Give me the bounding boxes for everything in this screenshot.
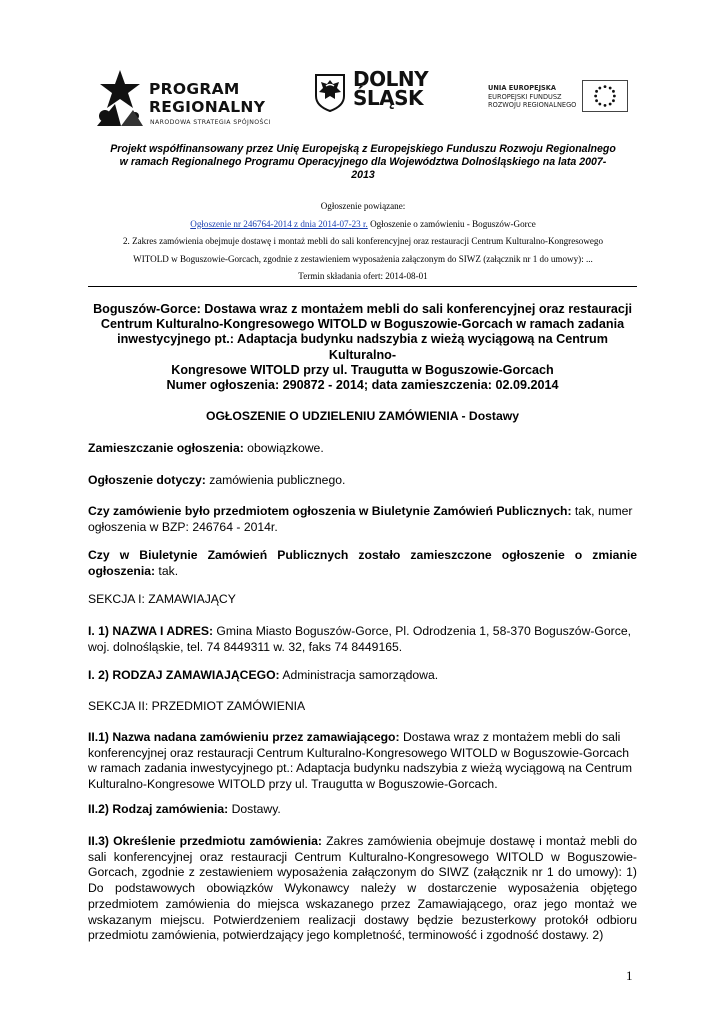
related-scope-line: 2. Zakres zamówienia obejmuje dostawę i montaż mebli do sali konferencyjnej oraz restauracji Centrum Kulturalno-Kongresowego bbox=[122, 236, 604, 246]
unia-europejska-logo bbox=[480, 72, 630, 122]
ue-line2: EUROPEJSKI FUNDUSZ bbox=[488, 92, 562, 101]
section2-nazwa bbox=[88, 730, 637, 793]
related-link-suffix: Ogłoszenie o zamówieniu - Boguszów-Gorce bbox=[367, 218, 536, 229]
section2-okreslenie bbox=[88, 834, 637, 944]
ue-line3: ROZWOJU REGIONALNEGO bbox=[488, 101, 577, 110]
zamieszczanie-value: obowiązkowe. bbox=[243, 441, 324, 455]
pr-title-line2: REGIONALNY bbox=[149, 98, 266, 116]
biuletyn-value: tak, numer ogłoszenia w BZP: 246764 - 2014r. bbox=[88, 504, 633, 534]
rodzaj-zamowienia-label: II.2) Rodzaj zamówienia: bbox=[88, 802, 229, 816]
related-announcement-link[interactable]: Ogłoszenie nr 246764-2014 z dnia 2014-07-23 r. bbox=[190, 218, 368, 229]
funding-line1: Projekt współfinansowany przez Unię Europejską z Europejskiego Funduszu Rozwoju Regionalnego bbox=[110, 143, 616, 155]
dotyczy-value: zamówienia publicznego. bbox=[205, 473, 346, 487]
ds-line2: ŚLĄSK bbox=[353, 86, 424, 110]
eagle-icon bbox=[313, 72, 347, 112]
related-deadline: Termin składania ofert: 2014-08-01 bbox=[298, 271, 428, 281]
title-line4: Kongresowe WITOLD przy ul. Traugutta w Boguszowie-Gorcach bbox=[171, 362, 554, 377]
eu-flag-icon bbox=[582, 80, 628, 112]
program-regionalny-logo bbox=[95, 62, 290, 128]
rodzaj-zamawiajacego-label: I. 2) RODZAJ ZAMAWIAJĄCEGO: bbox=[88, 668, 280, 682]
field-dotyczy bbox=[88, 473, 637, 489]
field-biuletyn bbox=[88, 504, 637, 535]
funding-note bbox=[78, 143, 648, 182]
announcement-title bbox=[84, 302, 641, 393]
title-line5: Numer ogłoszenia: 290872 - 2014; data zamieszczenia: 02.09.2014 bbox=[166, 378, 559, 393]
nazwa-zamowienia-value: Dostawa wraz z montażem mebli do sali konferencyjnej oraz restauracji Centrum Kulturalno-Kongresowego WITOLD w Boguszowie-Gorcach w ramach zadania inwestycyjnego pt.: Adaptacja budynku nadszybia z wieżą wyciągową na Centrum Kulturalno-Kongresowe WITOLD przy ul. Traugutta w Boguszowie-Gorcach. bbox=[88, 730, 632, 792]
ue-line1: UNIA EUROPEJSKA bbox=[488, 84, 557, 92]
notice-type-heading bbox=[88, 409, 637, 425]
horizontal-divider bbox=[88, 286, 637, 287]
zmiana-value: tak. bbox=[155, 563, 179, 578]
biuletyn-label: Czy zamówienie było przedmiotem ogłoszenia w Biuletynie Zamówień Publicznych: bbox=[88, 504, 572, 518]
adres-label: I. 1) NAZWA I ADRES: bbox=[88, 624, 214, 638]
related-heading: Ogłoszenie powiązane: bbox=[320, 201, 406, 211]
related-announcements bbox=[78, 198, 648, 286]
ds-line1: DOLNY bbox=[353, 67, 429, 91]
field-zmiana bbox=[88, 548, 637, 579]
section1-rodzaj bbox=[88, 668, 637, 684]
funding-line3: 2013 bbox=[351, 169, 375, 181]
okreslenie-label: II.3) Określenie przedmiotu zamówienia: bbox=[88, 834, 322, 848]
zamieszczanie-label: Zamieszczanie ogłoszenia: bbox=[88, 441, 244, 455]
star-figure-icon bbox=[95, 64, 145, 126]
section1-heading: SEKCJA I: ZAMAWIAJĄCY bbox=[88, 592, 236, 606]
pr-title-line1: PROGRAM bbox=[149, 80, 240, 98]
dolny-slask-logo bbox=[313, 67, 438, 120]
okreslenie-value: Zakres zamówienia obejmuje dostawę i montaż mebli do sali konferencyjnej oraz restauracji Centrum Kulturalno-Kongresowego WITOLD w Boguszowie-Gorcach, zgodnie z zestawieniem wyposażenia załączonym do SIWZ (załącznik nr 1 do umowy): 1) Do podstawowych obowiązków Wykonawcy należy w dostarczenie wyposażenia objętego przedmiotem zamówienia do miejsca wskazanego przez Zamawiającego, oraz jego montaż we wskazanym miejscu. Potwierdzeniem realizacji dostawy będzie bezusterkowy protokół odbioru przedmiotu zamówienia, potwierdzający jego kompletność, terminowość i zgodność dostawy. 2) bbox=[88, 834, 637, 943]
zmiana-label: Czy w Biuletynie Zamówień Publicznych zostało zamieszczone ogłoszenie o zmianie ogłoszenia: bbox=[88, 548, 637, 578]
adres-value: Gmina Miasto Boguszów-Gorce, Pl. Odrodzenia 1, 58-370 Boguszów-Gorce, woj. dolnośląskie, tel. 74 8449311 w. 32, faks 74 8449165. bbox=[88, 624, 631, 654]
notice-type-label: OGŁOSZENIE O UDZIELENIU ZAMÓWIENIA - Dostawy bbox=[205, 409, 520, 423]
title-line3: inwestycyjnego pt.: Adaptacja budynku nadszybia z wieżą wyciągową na Centrum Kulturalno- bbox=[117, 332, 608, 362]
dotyczy-label: Ogłoszenie dotyczy: bbox=[88, 473, 206, 487]
nazwa-zamowienia-label: II.1) Nazwa nadana zamówieniu przez zamawiającego: bbox=[88, 730, 400, 744]
section2-rodzaj bbox=[88, 802, 637, 818]
related-link-line bbox=[78, 216, 648, 234]
field-zamieszczanie bbox=[88, 441, 637, 457]
unia-europejska-text bbox=[488, 84, 576, 110]
program-regionalny-title bbox=[149, 80, 265, 116]
header-logos bbox=[95, 60, 630, 132]
title-line2: Centrum Kulturalno-Kongresowego WITOLD w Boguszowie-Gorcach w ramach zadania bbox=[100, 317, 625, 332]
dolny-slask-wordmark bbox=[353, 67, 429, 110]
rodzaj-zamawiajacego-value: Administracja samorządowa. bbox=[279, 668, 439, 682]
funding-line2: w ramach Regionalnego Programu Operacyjnego dla Województwa Dolnośląskiego na lata 2007- bbox=[119, 156, 607, 168]
title-line1: Boguszów-Gorce: Dostawa wraz z montażem mebli do sali konferencyjnej oraz restauracji bbox=[93, 302, 632, 316]
section1-adres bbox=[88, 624, 637, 655]
related-scope-line-2: WITOLD w Boguszowie-Gorcach, zgodnie z zestawieniem wyposażenia załączonym do SIWZ (załącznik nr 1 do umowy): ... bbox=[133, 253, 593, 264]
page-number: 1 bbox=[626, 968, 633, 983]
program-regionalny-subtitle: NARODOWA STRATEGIA SPÓJNOŚCI bbox=[150, 119, 271, 126]
section2-heading: SEKCJA II: PRZEDMIOT ZAMÓWIENIA bbox=[88, 699, 306, 713]
rodzaj-zamowienia-value: Dostawy. bbox=[228, 802, 281, 816]
